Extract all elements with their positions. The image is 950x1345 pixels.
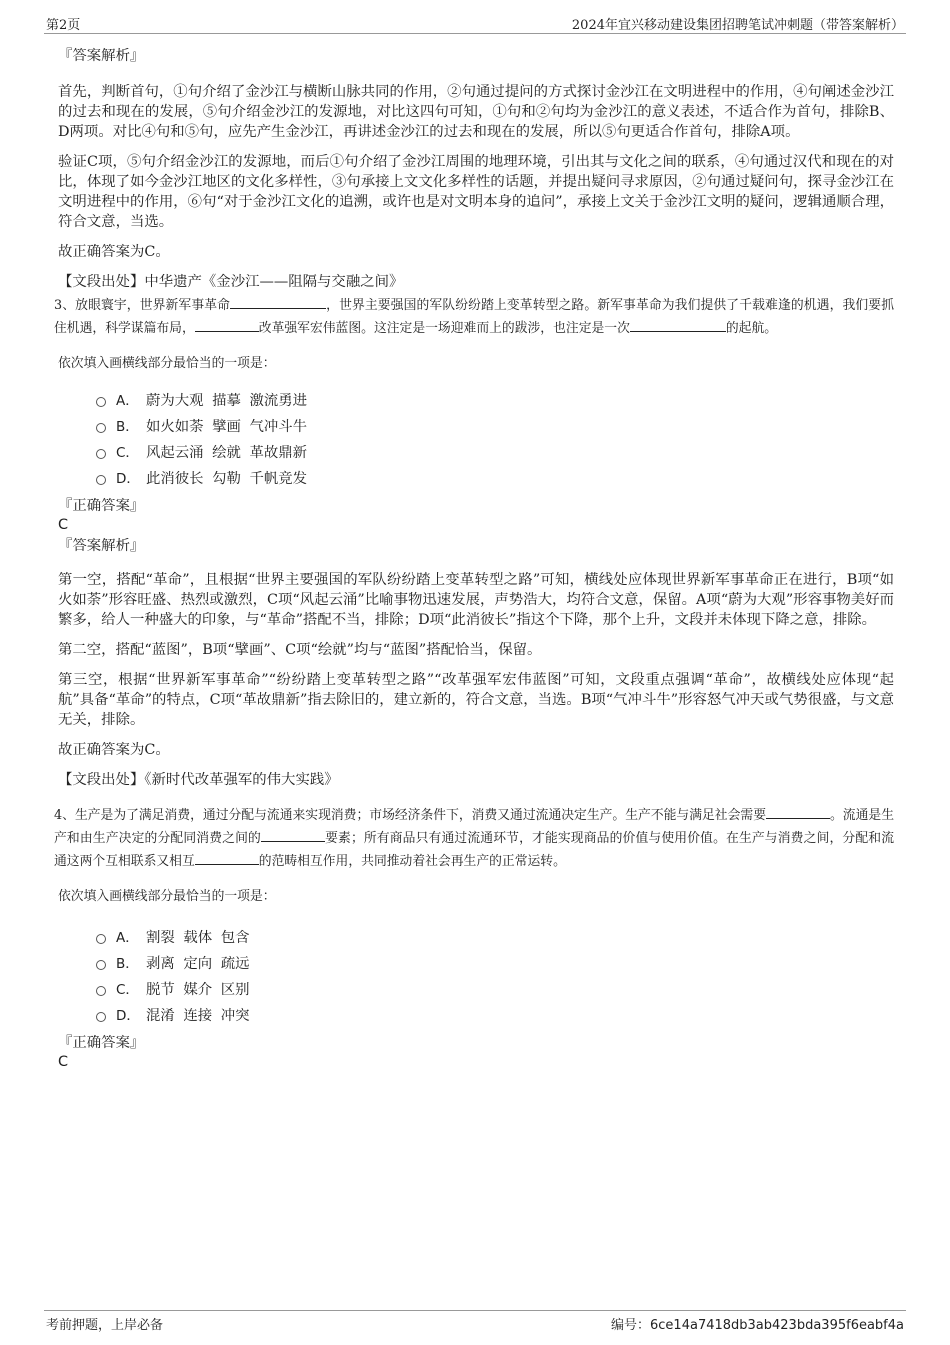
q3-correct-answer: C [58, 517, 69, 533]
radio-icon[interactable] [96, 1012, 106, 1022]
q3-option-c[interactable] [58, 438, 894, 464]
q4-option-b[interactable] [58, 949, 894, 975]
q2-conclusion: 故正确答案为C。 [58, 244, 170, 260]
header-divider [44, 33, 906, 34]
option-text: 割裂 载体 包含 [146, 929, 250, 946]
option-letter: C． [116, 445, 139, 461]
q3-blank-3 [630, 317, 726, 332]
q4-option-c[interactable] [58, 975, 894, 1001]
q3-option-b[interactable] [58, 412, 894, 438]
q4-text-3: 要素；所有商品只有通过流通环节，才能实现商品的价值与使用价值。在生产与消费之间，分配和流通这两个互相联系又相互 [54, 831, 895, 869]
document-body [54, 46, 895, 1071]
option-letter: A． [116, 930, 139, 946]
q3-conclusion: 故正确答案为C。 [58, 742, 170, 758]
q3-analysis-paragraph-3: 第三空，根据“世界新军事革命”“纷纷踏上变革转型之路”“改革强军宏伟蓝图”可知，文段重点强调“革命”，故横线处应体现“起航”具备“革命”的特点，C项“革故鼎新”指去除旧的，建立新的，符合文意，当选。B项“气冲斗牛”形容怒气冲天或气势很盛，与文意无关，排除。 [58, 672, 894, 728]
q4-blank-3 [195, 850, 259, 865]
option-text: 风起云涌 绘就 革故鼎新 [146, 444, 308, 461]
q4-blank-1 [766, 804, 830, 819]
q3-instruction: 依次填入画横线部分最恰当的一项是： [58, 356, 276, 371]
radio-icon[interactable] [96, 475, 106, 485]
q2-analysis-label: 『答案解析』 [58, 48, 145, 64]
option-text: 混淆 连接 冲突 [146, 1007, 250, 1024]
footer-code [611, 1314, 904, 1333]
q4-text-2: 。流通是生产和由生产决定的分配同消费之间的 [54, 808, 894, 846]
q3-options [58, 386, 894, 490]
q3-correct-label: 『正确答案』 [58, 498, 145, 514]
option-letter: C． [116, 982, 139, 998]
q4-option-a[interactable] [58, 923, 894, 949]
option-text: 如火如荼 擘画 气冲斗牛 [146, 418, 308, 435]
option-text: 蔚为大观 描摹 激流勇进 [146, 392, 308, 409]
q3-option-d[interactable] [58, 464, 894, 490]
footer-code-value: 6ce14a7418db3ab423bda395f6eabf4a [650, 1318, 904, 1333]
page-number: 第2页 [46, 18, 81, 33]
q2-source: 【文段出处】中华遗产《金沙江——阻隔与交融之间》 [58, 274, 404, 290]
footer-code-label: 编号： [611, 1318, 651, 1333]
q3-question-text [54, 294, 894, 340]
q3-analysis-paragraph-2: 第二空，搭配“蓝图”，B项“擘画”、C项“绘就”均与“蓝图”搭配恰当，保留。 [58, 642, 542, 658]
q4-question-text [54, 804, 894, 873]
q4-option-d[interactable] [58, 1001, 894, 1027]
document-title: 2024年宜兴移动建设集团招聘笔试冲刺题（带答案解析） [571, 18, 904, 33]
q3-analysis-paragraph-1: 第一空，搭配“革命”，且根据“世界主要强国的军队纷纷踏上变革转型之路”可知，横线处应体现世界新军事革命正在进行，B项“如火如荼”形容旺盛、热烈或激烈，C项“风起云涌”比喻事物迅速发展，声势浩大，均符合文意，保留。A项“蔚为大观”形容事物美好而繁多，给人一种盛大的印象，与“革命”搭配不当，排除；D项“此消彼长”指这个下降，那个上升，文段并未体现下降之意，排除。 [58, 572, 894, 628]
q4-blank-2 [261, 827, 325, 842]
q3-option-a[interactable] [58, 386, 894, 412]
radio-icon[interactable] [96, 397, 106, 407]
q4-text-1: 4、生产是为了满足消费，通过分配与流通来实现消费；市场经济条件下，消费又通过流通决定生产。生产不能与满足社会需要 [54, 808, 766, 823]
q2-analysis-paragraph-1: 首先，判断首句，①句介绍了金沙江与横断山脉共同的作用，②句通过提问的方式探讨金沙江在文明进程中的作用，④句阐述金沙江的过去和现在的发展，⑤句介绍金沙江的发源地，对比这四句可知，①句和②句均为金沙江的意义表述，不适合作为首句，排除B、D两项。对比④句和⑤句，应先产生金沙江，再讲述金沙江的过去和现在的发展，所以⑤句更适合作首句，排除A项。 [58, 84, 894, 140]
option-letter: D． [116, 1008, 140, 1024]
q4-text-4: 的范畴相互作用，共同推动着社会再生产的正常运转。 [258, 854, 566, 869]
option-letter: B． [116, 956, 139, 972]
radio-icon[interactable] [96, 449, 106, 459]
q4-correct-label: 『正确答案』 [58, 1035, 145, 1051]
q3-analysis-label: 『答案解析』 [58, 538, 145, 554]
option-text: 脱节 媒介 区别 [146, 981, 250, 998]
q3-blank-2 [195, 317, 259, 332]
footer-divider [44, 1310, 906, 1311]
radio-icon[interactable] [96, 960, 106, 970]
q3-text-3: 改革强军宏伟蓝图。这注定是一场迎难而上的跋涉，也注定是一次 [258, 321, 630, 336]
radio-icon[interactable] [96, 934, 106, 944]
option-letter: D． [116, 471, 140, 487]
q3-text-1: 3、放眼寰宇，世界新军事革命 [54, 298, 231, 313]
q3-text-4: 的起航。 [725, 321, 778, 336]
footer-slogan: 考前押题，上岸必备 [46, 1318, 164, 1333]
q4-options [58, 923, 894, 1027]
q4-correct-answer: C [58, 1054, 69, 1070]
option-letter: A． [116, 393, 139, 409]
q3-source: 【文段出处】《新时代改革强军的伟大实践》 [58, 772, 339, 788]
option-letter: B． [116, 419, 139, 435]
radio-icon[interactable] [96, 986, 106, 996]
q2-analysis-paragraph-2: 验证C项，⑤句介绍金沙江的发源地，而后①句介绍了金沙江周围的地理环境，引出其与文化之间的联系，④句通过汉代和现在的对比，体现了如今金沙江地区的文化多样性，③句承接上文文化多样性的话题，并提出疑问寻求原因，②句通过疑问句，探寻金沙江在文明进程中的作用，⑥句“对于金沙江文化的追溯，或许也是对文明本身的追问”，承接上文关于金沙江文明的疑问，逻辑通顺合理，符合文意，当选。 [58, 154, 894, 230]
q3-text-2: ，世界主要强国的军队纷纷踏上变革转型之路。新军事革命为我们提供了千载难逢的机遇，我们要抓住机遇，科学谋篇布局， [54, 298, 894, 336]
q3-blank-1 [230, 294, 326, 309]
q4-instruction: 依次填入画横线部分最恰当的一项是： [58, 889, 276, 904]
option-text: 剥离 定向 疏远 [146, 955, 250, 972]
radio-icon[interactable] [96, 423, 106, 433]
option-text: 此消彼长 勾勒 千帆竞发 [146, 470, 308, 487]
